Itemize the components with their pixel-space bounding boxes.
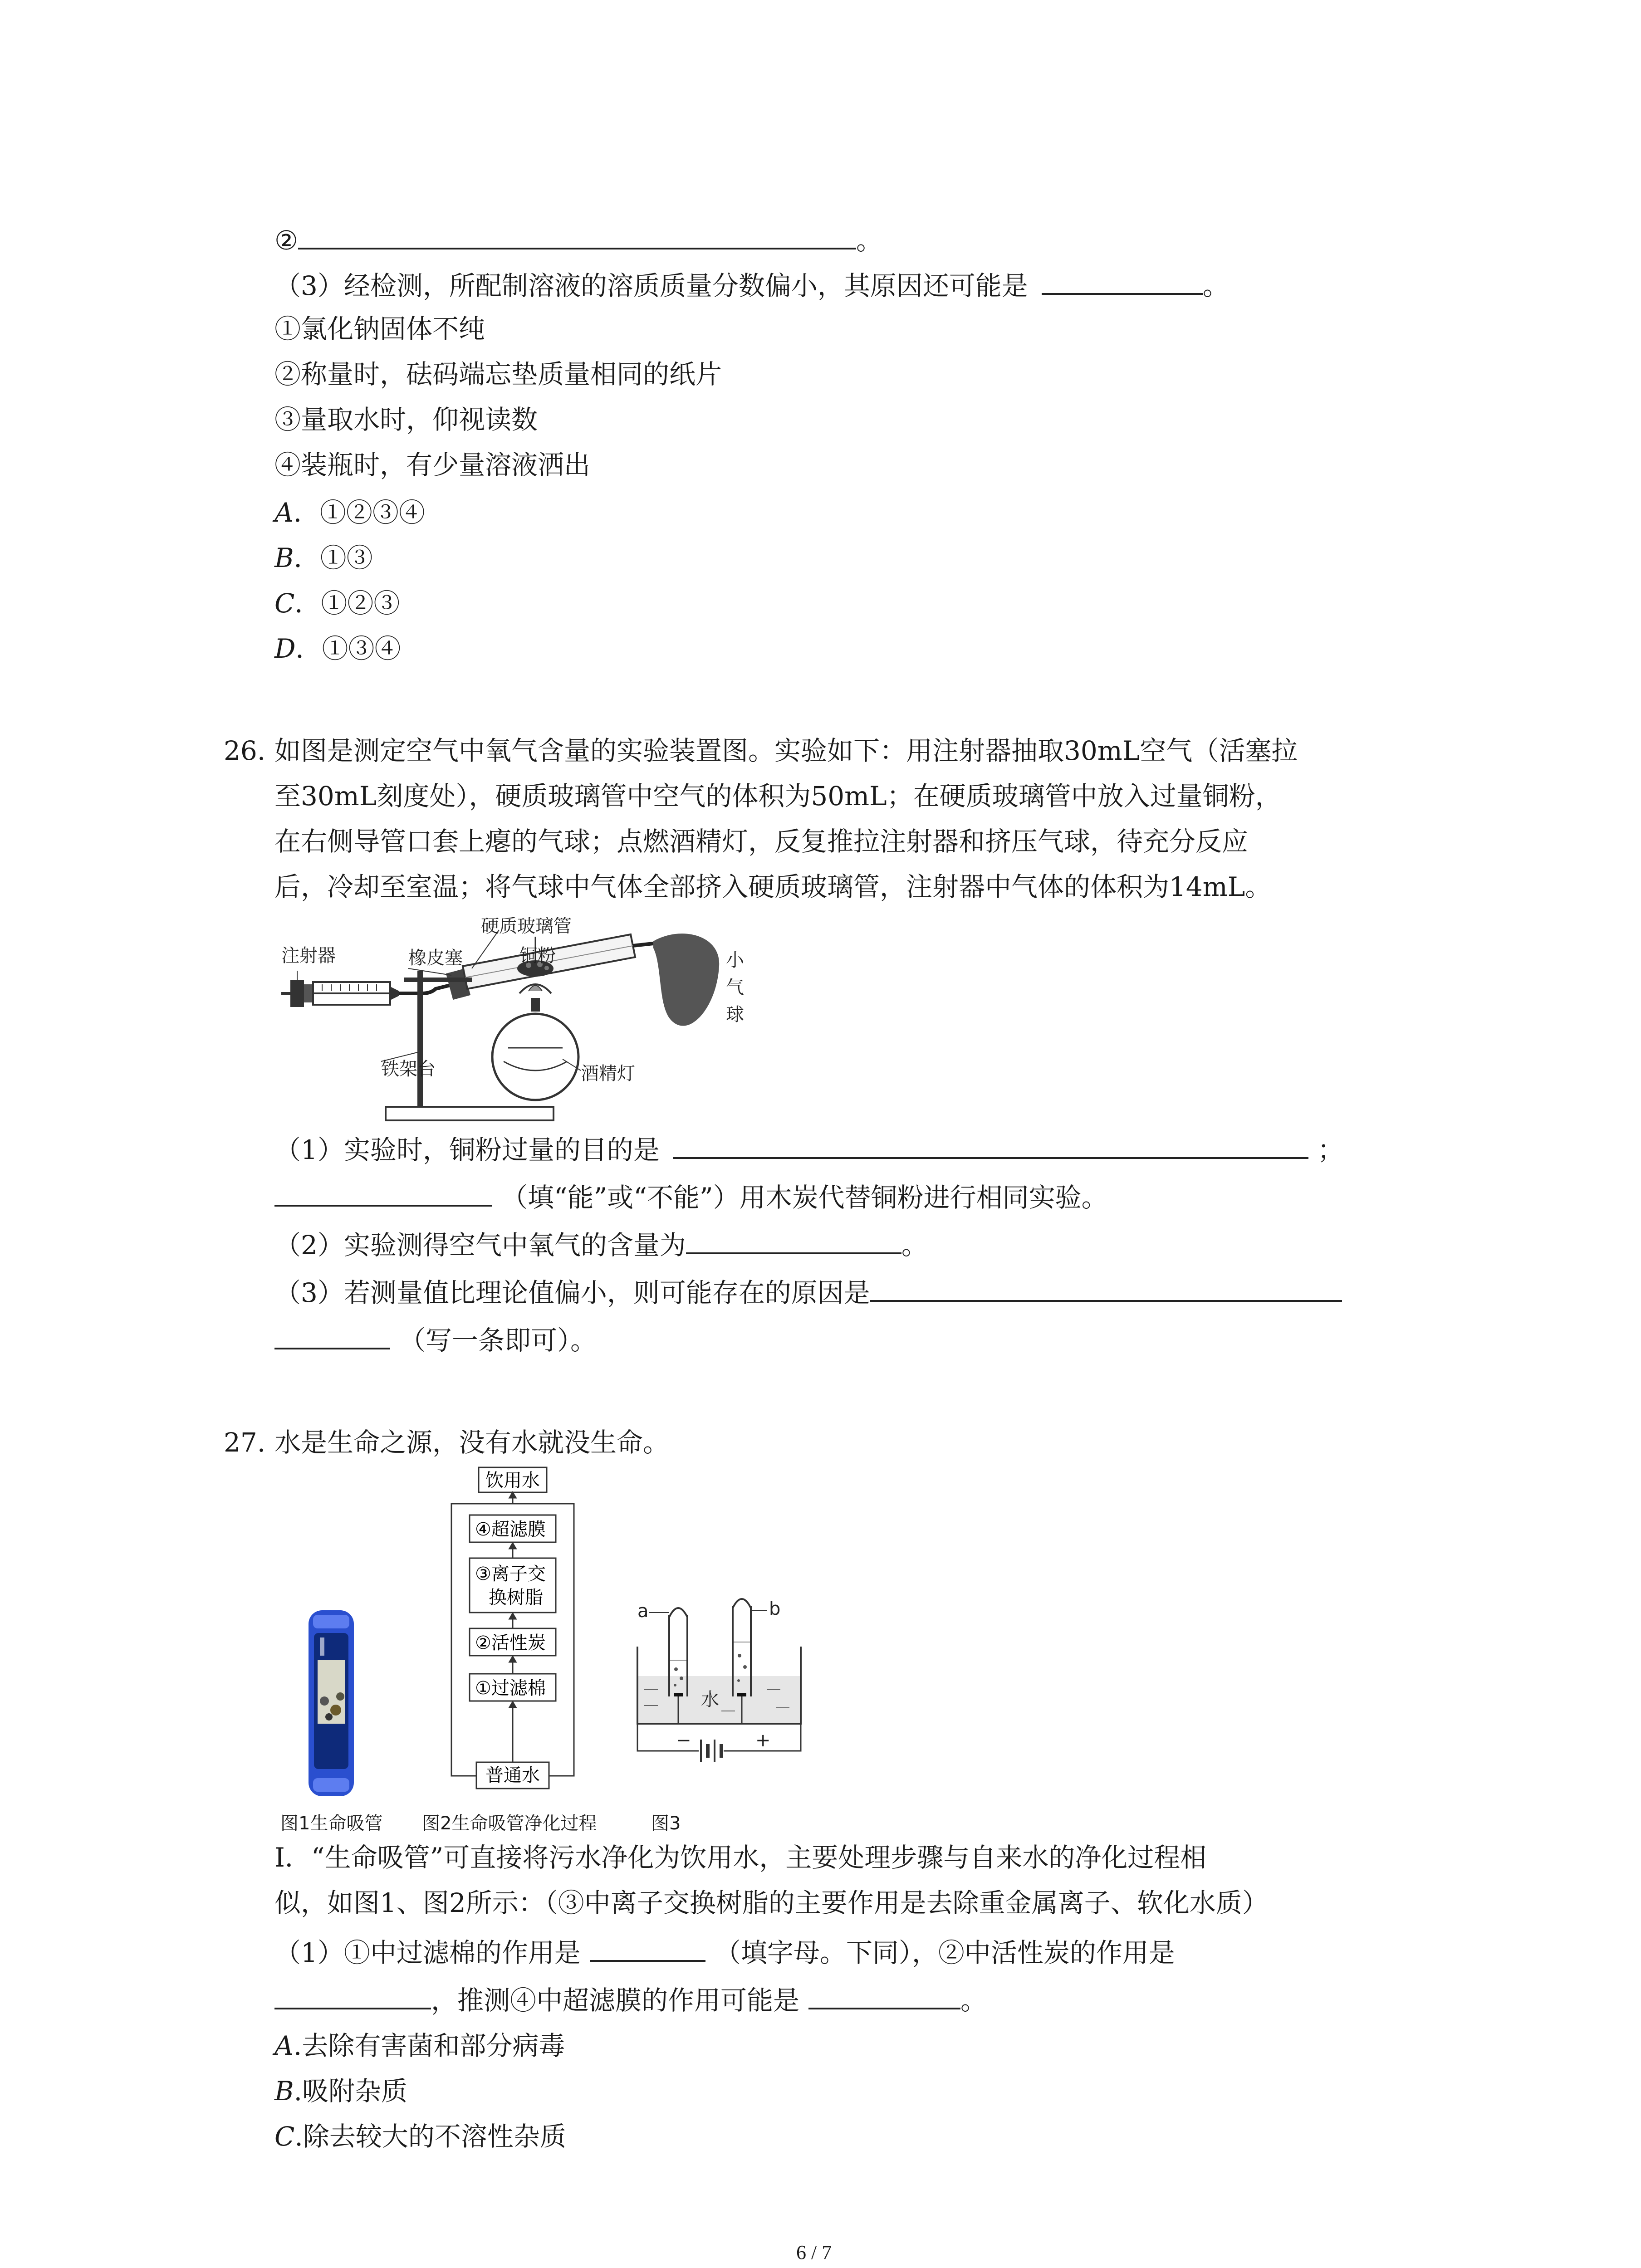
q26-p2-blank[interactable]	[686, 1227, 901, 1254]
q25-choice-b[interactable]	[274, 542, 373, 574]
q25-item2-line	[274, 222, 882, 256]
label-water: 水	[701, 1689, 719, 1710]
q26-line2: 至30mL刻度处），硬质玻璃管中空气的体积为50mL；在硬质玻璃管中放入过量铜粉，	[274, 781, 1282, 811]
q27-p1-cont	[274, 1982, 987, 2016]
q25-choice-d[interactable]	[274, 633, 401, 665]
q25-choice-b-letter: B	[274, 543, 294, 573]
q26-p2-end: 。	[901, 1230, 928, 1261]
q26-p3b	[274, 1322, 597, 1356]
q27-p1-blank2[interactable]	[274, 1982, 431, 2009]
flow-step1-filter-cotton: ①过滤棉	[475, 1678, 546, 1699]
q25-choice-c-text: ．①②③	[294, 588, 400, 619]
label-a: a	[637, 1601, 649, 1622]
label-minus: −	[676, 1730, 691, 1751]
q26-p1	[274, 1132, 1344, 1166]
label-syringe: 注射器	[281, 945, 336, 966]
label-copper: 铜粉	[519, 945, 556, 966]
q26-p3	[274, 1275, 1342, 1309]
q25-item2-prefix: ②	[274, 225, 298, 256]
q25-opt3: ③量取水时，仰视读数	[274, 404, 538, 435]
q26-p1b	[274, 1179, 1108, 1213]
q27-opt-b[interactable]	[274, 2075, 407, 2107]
label-alcohol-lamp: 酒精灯	[581, 1063, 635, 1084]
q26-number: 26.	[224, 735, 266, 766]
electrolysis-apparatus	[631, 1592, 812, 1787]
q27-number: 27.	[224, 1427, 266, 1458]
q27-intro: 水是生命之源，没有水就没生命。	[274, 1427, 670, 1458]
flow-step4-ultrafiltration: ④超滤膜	[475, 1519, 546, 1540]
caption-fig2: 图2生命吸管净化过程	[422, 1813, 597, 1834]
q26-p3-text: （3）若测量值比理论值偏小，则可能存在的原因是	[274, 1277, 870, 1308]
caption-fig1: 图1生命吸管	[280, 1813, 383, 1834]
q27-p1-text-a: （1）①中过滤棉的作用是	[274, 1937, 581, 1968]
q27-opt-b-text: .吸附杂质	[294, 2076, 408, 2107]
label-stopper: 橡皮塞	[408, 948, 463, 968]
q25-part3-text: （3）经检测，所配制溶液的溶质质量分数偏小，其原因还可能是	[274, 270, 1028, 301]
q26-p3-blank[interactable]	[870, 1275, 1342, 1302]
q26-line3: 在右侧导管口套上瘪的气球；点燃酒精灯，反复推拉注射器和挤压气球，待充分反应	[274, 826, 1249, 857]
q26-p2	[274, 1227, 928, 1261]
q25-item2-blank[interactable]	[298, 222, 856, 249]
q27-p1-blank1[interactable]	[590, 1935, 705, 1962]
label-balloon-2: 气	[726, 977, 744, 998]
q26-p2-text: （2）实验测得空气中氧气的含量为	[274, 1230, 686, 1261]
flow-ordinary-water: 普通水	[485, 1765, 540, 1786]
q26-p3b-text: （写一条即可）。	[399, 1325, 597, 1356]
life-straw-photo	[299, 1606, 363, 1801]
q26-p3b-blank[interactable]	[274, 1322, 390, 1349]
q27-p1-blank3[interactable]	[808, 1982, 960, 2009]
q25-choice-c[interactable]	[274, 587, 400, 619]
q25-choice-a-letter: A	[274, 497, 294, 528]
q25-part3-blank[interactable]	[1042, 268, 1203, 295]
alcohol-lamp-icon	[492, 984, 578, 1100]
q27-p1-text-b: （填字母。下同），②中活性炭的作用是	[714, 1937, 1175, 1968]
q26-p1-text: （1）实验时，铜粉过量的目的是	[274, 1134, 660, 1165]
q25-choice-c-letter: C	[274, 588, 295, 619]
q27-opt-c-text: .除去较大的不溶性杂质	[294, 2121, 566, 2152]
q26-line1: 如图是测定空气中氧气含量的实验装置图。实验如下：用注射器抽取30mL空气（活塞拉	[274, 735, 1298, 766]
syringe-icon	[281, 980, 399, 1007]
battery-icon	[701, 1740, 721, 1762]
label-balloon-3: 球	[726, 1004, 744, 1025]
label-balloon-1: 小	[726, 950, 744, 971]
page-number: 6 / 7	[796, 2241, 832, 2263]
flow-step3-ion-exchange-b: 换树脂	[489, 1587, 543, 1608]
q25-choice-a[interactable]	[274, 497, 425, 528]
q26-p1-blank[interactable]	[673, 1132, 1308, 1159]
q25-choice-d-letter: D	[274, 633, 296, 664]
label-b: b	[769, 1598, 781, 1619]
q27-opt-c[interactable]	[274, 2121, 566, 2152]
q27-p1	[274, 1935, 1175, 1969]
flow-drinking-water: 饮用水	[485, 1470, 540, 1491]
q27-opt-a-text: .去除有害菌和部分病毒	[293, 2030, 565, 2061]
q27-opt-a-letter: A	[274, 2030, 294, 2061]
purification-flowchart	[447, 1465, 588, 1792]
caption-fig3: 图3	[651, 1813, 681, 1834]
q26-p1b-blank[interactable]	[274, 1179, 492, 1207]
q25-item2-suffix: 。	[856, 225, 883, 256]
q26-apparatus-figure	[272, 916, 744, 1129]
q25-choice-b-text: ．①③	[294, 543, 373, 573]
label-glass-tube: 硬质玻璃管	[481, 916, 572, 937]
q27-opt-a[interactable]	[274, 2030, 565, 2062]
q25-opt4: ④装瓶时，有少量溶液洒出	[274, 450, 591, 480]
q25-choice-a-text: ．①②③④	[293, 497, 425, 528]
q26-p1b-text: （填“能”或“不能”）用木炭代替铜粉进行相同实验。	[501, 1182, 1108, 1213]
q27-opt-b-letter: B	[274, 2076, 294, 2107]
q26-line4: 后，冷却至室温；将气球中气体全部挤入硬质玻璃管，注射器中气体的体积为14mL。	[274, 871, 1272, 902]
q25-part3	[274, 268, 1229, 302]
q25-opt1: ①氯化钠固体不纯	[274, 313, 485, 344]
q27-p1-text-c: ，推测④中超滤膜的作用可能是	[431, 1985, 800, 2016]
label-iron-stand: 铁架台	[381, 1059, 436, 1080]
flow-step3-ion-exchange-a: ③离子交	[475, 1564, 546, 1584]
flow-step2-activated-carbon: ②活性炭	[475, 1633, 546, 1653]
q27-p1-end: 。	[960, 1985, 987, 2016]
q27-part1-line2: 似，如图1、图2所示：（③中离子交换树脂的主要作用是去除重金属离子、软化水质）	[274, 1887, 1269, 1918]
q26-p1-end: ；	[1317, 1134, 1344, 1165]
balloon-icon	[653, 934, 719, 1026]
q25-choice-d-text: ．①③④	[295, 633, 401, 664]
q27-part1-line1: Ⅰ．“生命吸管”可直接将污水净化为饮用水，主要处理步骤与自来水的净化过程相	[274, 1842, 1207, 1873]
label-plus: +	[755, 1730, 771, 1751]
q25-opt2: ②称量时，砝码端忘垫质量相同的纸片	[274, 359, 722, 390]
q27-opt-c-letter: C	[274, 2121, 295, 2152]
q25-part3-end: 。	[1202, 270, 1229, 301]
